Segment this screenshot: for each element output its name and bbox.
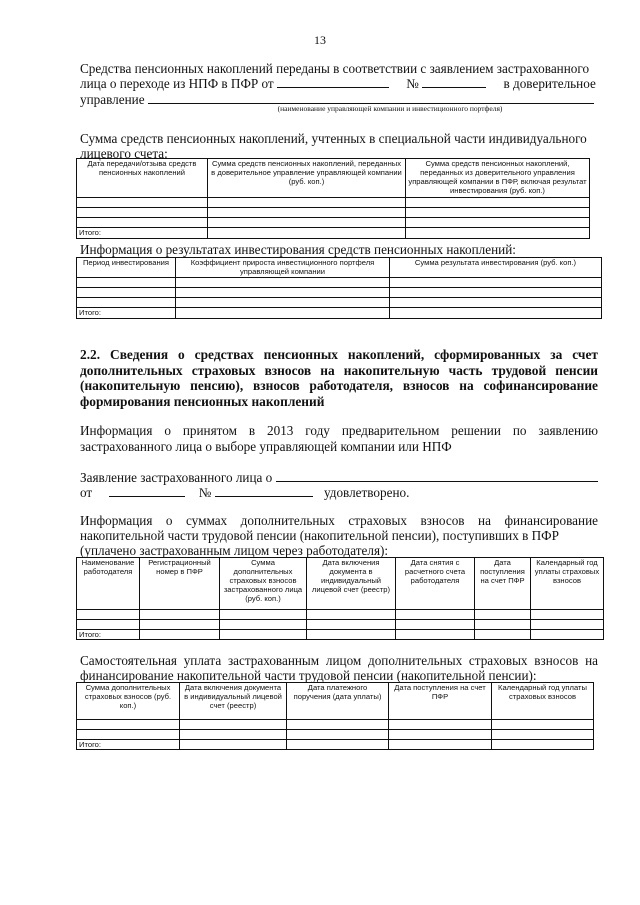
table-row xyxy=(77,720,594,730)
transfer-text-a: лица о переходе из НПФ в ПФР от xyxy=(80,76,274,91)
sum-header-returned: Сумма средств пенсионных накоплений, переданных из доверительного управления управляющей компании в ПФР, включая результат инвестирования (руб. коп.) xyxy=(406,159,590,198)
additional-header-inclusion-date: Дата включения документа в индивидуальный лицевой счет (реестр) xyxy=(307,558,396,610)
additional-text-2: накопительной части трудовой пенсии (накопительной пенсии), поступивших в ПФР xyxy=(80,528,559,543)
additional-text-1: Информация о суммах дополнительных страховых взносов на финансирование xyxy=(80,513,598,528)
invest-total-label: Итого: xyxy=(77,308,176,319)
application-number-field[interactable] xyxy=(215,485,313,497)
sum-table-header xyxy=(77,159,590,198)
transfer-number-field[interactable] xyxy=(422,76,486,88)
additional-header-reg-number: Регистрационный номер в ПФР xyxy=(140,558,220,610)
transfer-date-field[interactable] xyxy=(277,76,389,88)
decision-text: Информация о принятом в 2013 году предварительном решении по заявлению застрахованного лица о выборе управляющей компании или НПФ xyxy=(80,423,598,454)
additional-header-employer: Наименование работодателя xyxy=(77,558,140,610)
application-field[interactable] xyxy=(276,470,598,482)
self-total-row xyxy=(77,740,594,750)
table-row xyxy=(77,198,590,208)
self-header-receipt-date: Дата поступления на счет ПФР xyxy=(389,683,492,720)
additional-table xyxy=(76,557,604,640)
transfer-number-sign: № xyxy=(406,76,419,91)
table-row xyxy=(77,288,602,298)
invest-total-row xyxy=(77,308,602,319)
table-row xyxy=(77,620,604,630)
invest-table xyxy=(76,257,602,319)
self-payment-text-1: Самостоятельная уплата застрахованным лицом дополнительных страховых взносов на xyxy=(80,653,598,668)
self-header-year: Календарный год уплаты страховых взносов xyxy=(492,683,594,720)
invest-section-text: Информация о результатах инвестирования средств пенсионных накоплений: xyxy=(80,242,516,257)
additional-header-receipt-date: Дата поступления на счет ПФР xyxy=(475,558,531,610)
page-number: 13 xyxy=(314,33,326,47)
additional-header-year: Календарный год уплаты страховых взносов xyxy=(531,558,604,610)
self-total-label: Итого: xyxy=(77,740,180,750)
sum-table xyxy=(76,158,590,239)
self-payment-table-header xyxy=(77,683,594,720)
additional-total-label: Итого: xyxy=(77,630,140,640)
application-status: удовлетворено. xyxy=(323,485,410,500)
table-row xyxy=(77,730,594,740)
invest-header-coefficient: Коэффициент прироста инвестиционного портфеля управляющей компании xyxy=(176,258,390,278)
self-header-sum: Сумма дополнительных страховых взносов (руб. коп.) xyxy=(77,683,180,720)
transfer-line-2 xyxy=(80,76,598,92)
application-text: Заявление застрахованного лица о xyxy=(80,470,273,485)
sum-section-text-1: Сумма средств пенсионных накоплений, учтенных в специальной части индивидуального xyxy=(80,131,587,146)
application-line-2 xyxy=(80,485,598,501)
transfer-line-1: Средства пенсионных накоплений переданы в соответствии с заявлением застрахованного xyxy=(80,61,590,76)
management-company-field[interactable] xyxy=(148,92,594,104)
table-row xyxy=(77,208,590,218)
section-2-2-heading: 2.2. Сведения о средствах пенсионных накоплений, сформированных за счет дополнительных страховых взносов на накопительную часть трудовой пенсии (накопительную пенсию), взносов работодателя, взносов на софинансирование формирования пенсионных накоплений xyxy=(80,347,598,409)
invest-header-result: Сумма результата инвестирования (руб. коп.) xyxy=(390,258,602,278)
additional-total-row xyxy=(77,630,604,640)
table-row xyxy=(77,610,604,620)
application-line-1 xyxy=(80,470,598,486)
sum-total-label: Итого: xyxy=(77,228,208,239)
transfer-text-c: в доверительное xyxy=(503,76,596,91)
self-header-inclusion-date: Дата включения документа в индивидуальный лицевой счет (реестр) xyxy=(180,683,287,720)
sum-header-date: Дата передачи/отзыва средств пенсионных накоплений xyxy=(77,159,208,198)
additional-table-header xyxy=(77,558,604,610)
sum-section-text-2: лицевого счета: xyxy=(80,146,168,161)
table-row xyxy=(77,278,602,288)
additional-header-withdrawal-date: Дата снятия с расчетного счета работодателя xyxy=(396,558,475,610)
sum-header-transferred: Сумма средств пенсионных накоплений, переданных в доверительное управление управляющей компании (руб. коп.) xyxy=(208,159,406,198)
invest-table-header xyxy=(77,258,602,278)
table-row xyxy=(77,218,590,228)
self-payment-text-2: финансирование накопительной части трудовой пенсии (накопительной пенсии): xyxy=(80,668,537,683)
application-from: от xyxy=(80,485,93,500)
additional-text-3: (уплачено застрахованным лицом через работодателя): xyxy=(80,543,389,558)
invest-header-period: Период инвестирования xyxy=(77,258,176,278)
management-company-caption: (наименование управляющей компании и инвестиционного портфеля) xyxy=(277,104,503,113)
sum-total-row xyxy=(77,228,590,239)
self-header-payment-date: Дата платежного поручения (дата уплаты) xyxy=(287,683,389,720)
application-number-sign: № xyxy=(198,485,212,500)
table-row xyxy=(77,298,602,308)
transfer-text-management: управление xyxy=(80,92,145,107)
self-payment-table xyxy=(76,682,594,750)
application-date-field[interactable] xyxy=(109,485,185,497)
additional-header-sum: Сумма дополнительных страховых взносов застрахованного лица (руб. коп.) xyxy=(220,558,307,610)
